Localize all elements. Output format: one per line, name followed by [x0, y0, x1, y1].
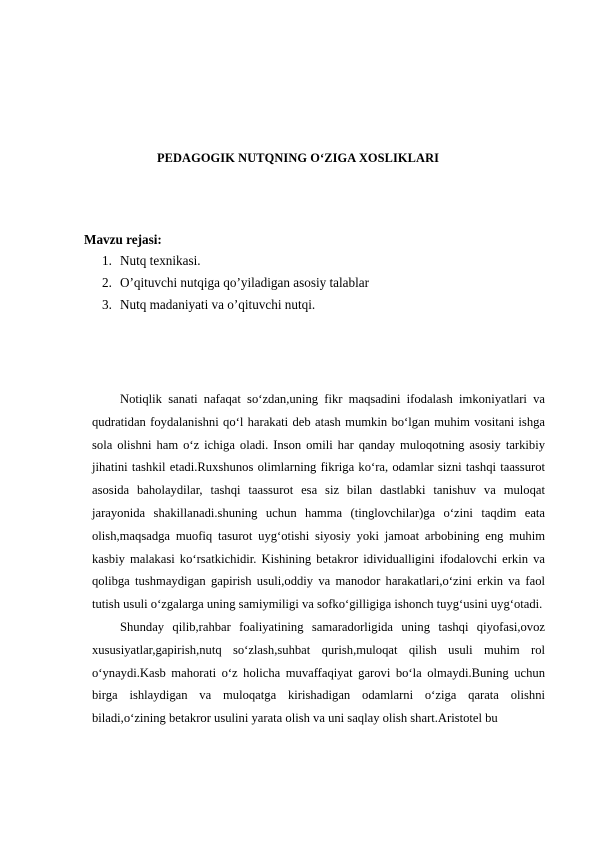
plan-item-number: 3.: [102, 297, 112, 312]
plan-list: [102, 250, 369, 316]
document-title: PEDAGOGIK NUTQNING O‘ZIGA XOSLIKLARI: [156, 151, 440, 165]
plan-item: [102, 294, 369, 316]
body-paragraph: Notiqlik sanati nafaqat so‘zdan,uning fikr maqsadini ifodalash imkoniyatlari va qudratidan foydalanishni qo‘l harakati deb atash mumkin bo‘lgan muhim vositani ishga sola olishni ham o‘z ichiga oladi. Inson omili har qanday muloqotning asosiy tarkibiy jihatini tashkil etadi.Ruxshunos olimlarning fikriga ko‘ra, odamlar sizni tashqi taassurot asosida baholaydilar, tashqi taassurot esa siz bilan dastlabki tanishuv va muloqat jarayonida shakillanadi.shuning uchun hamma (tinglovchilar)ga o‘zini taqdim eata olish,maqsadga muofiq tasurot uyg‘otishi siyosiy yoki jamoat arbobining eng muhim kasbiy malakasi ko‘rsatkichidir. Kishining betakror idividualligini ifodalovchi erkin va qolibga tushmaydigan gapirish usuli,oddiy va manodor harakatlari,o‘zini erkin va faol tutish usuli o‘zgalarga uning samiymiligi va sofko‘gilligiga ishonch tuyg‘usini uyg‘otadi.: [92, 392, 545, 612]
body-paragraph: Shunday qilib,rahbar foaliyatining samaradorligida uning tashqi qiyofasi,ovoz xususiyatlar,gapirish,nutq so‘zlash,suhbat qurish,muloqat qilish usuli muhim rol o‘ynaydi.Kasb mahorati o‘z holicha muvaffaqiyat garovi bo‘la olmaydi.Buning uchun birga ishlaydigan va muloqatga kirishadigan odamlarni o‘ziga qarata olishni biladi,o‘zining betakror usulini yarata olish va uni saqlay olish shart.Aristotel bu: [92, 619, 545, 726]
body-text: [92, 388, 545, 730]
plan-item: [102, 250, 369, 272]
plan-heading: Mavzu rejasi:: [84, 232, 162, 247]
plan-item-number: 2.: [102, 275, 112, 290]
plan-item: [102, 272, 369, 294]
plan-item-number: 1.: [102, 253, 112, 268]
plan-item-text: Nutq texnikasi.: [120, 253, 201, 268]
plan-item-text: O’qituvchi nutqiga qo’yiladigan asosiy talablar: [120, 275, 370, 290]
plan-item-text: Nutq madaniyati va o’qituvchi nutqi.: [120, 297, 316, 312]
